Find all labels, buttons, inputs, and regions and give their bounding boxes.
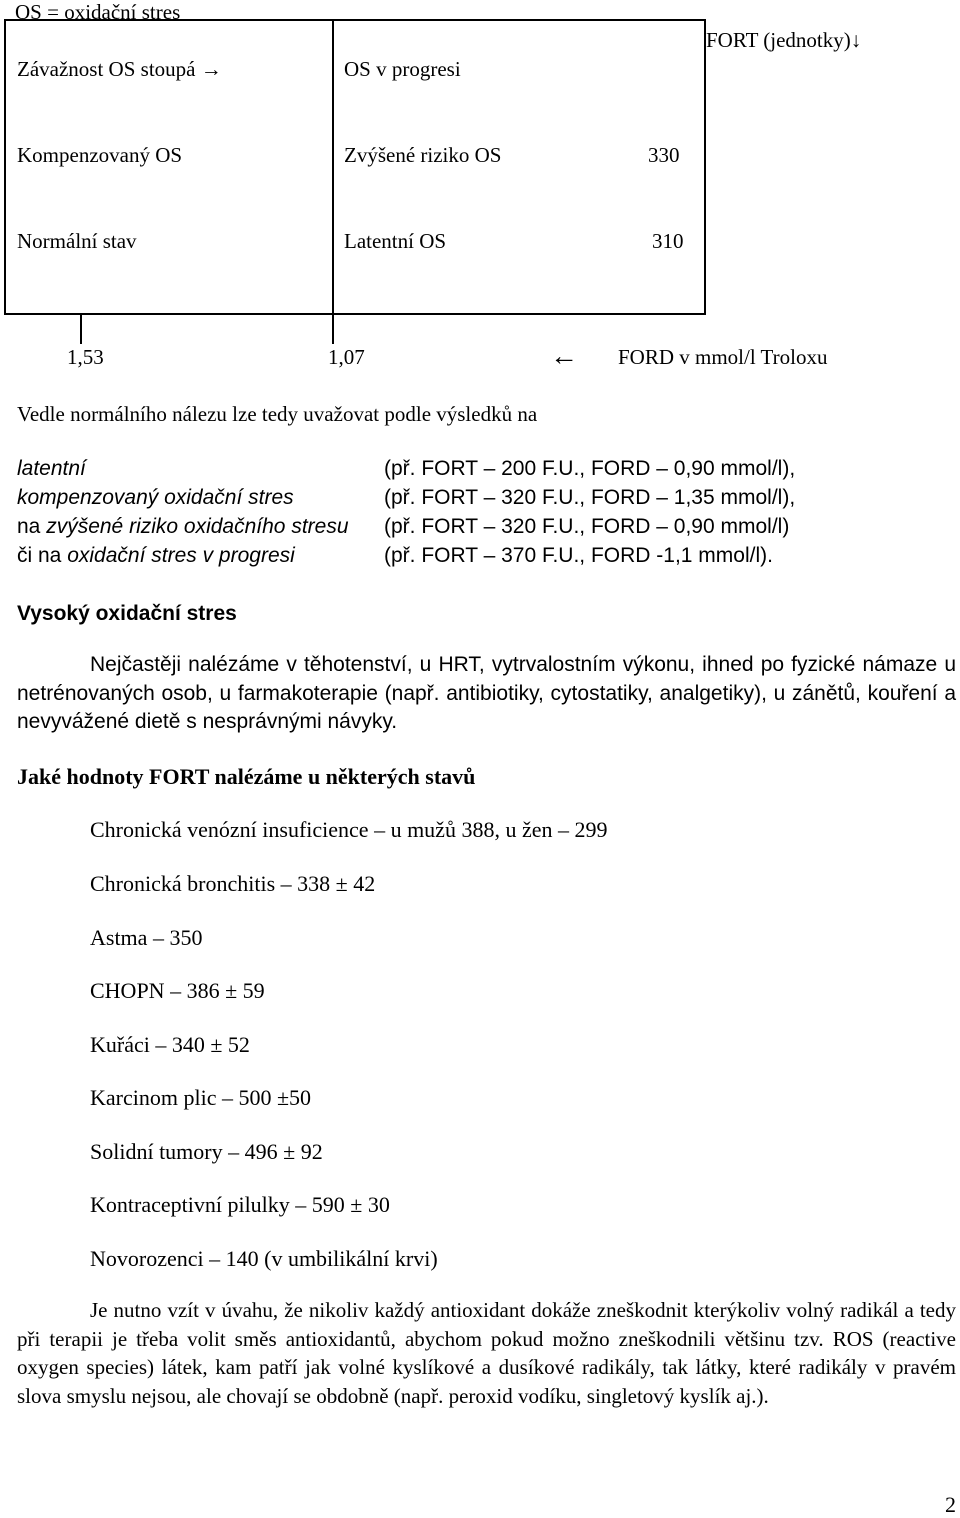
list-item: Chronická venózní insuficience – u mužů 388, u žen – 299 [90, 817, 608, 842]
progress-label: OS v progresi [344, 57, 461, 81]
result-term: či na oxidační stres v progresi [17, 544, 295, 567]
page-number: 2 [945, 1492, 956, 1517]
result-detail: (př. FORT – 320 F.U., FORD – 0,90 mmol/l) [384, 515, 790, 538]
list-item: Kuřáci – 340 ± 52 [90, 1032, 250, 1057]
list-item: Chronická bronchitis – 338 ± 42 [90, 871, 376, 896]
row-fort-value: 330 [648, 143, 680, 167]
left-arrow-icon: ← [550, 341, 578, 372]
result-term: na zvýšené riziko oxidačního stresu [17, 515, 349, 538]
result-detail: (př. FORT – 320 F.U., FORD – 1,35 mmol/l), [384, 486, 796, 509]
row-left-label: Kompenzovaný OS [17, 143, 183, 167]
intro-text: Vedle normálního nálezu lze tedy uvažovat podle výsledků na [17, 402, 538, 426]
fort-units-label: FORT (jednotky)↓ [706, 28, 862, 52]
list-item: Solidní tumory – 496 ± 92 [90, 1139, 323, 1164]
section-heading: Jaké hodnoty FORT nalézáme u některých stavů [17, 764, 476, 789]
ford-units-label: FORD v mmol/l Troloxu [618, 345, 828, 369]
list-item: CHOPN – 386 ± 59 [90, 978, 265, 1003]
result-term: kompenzovaný oxidační stres [17, 486, 294, 509]
result-detail: (př. FORT – 200 F.U., FORD – 0,90 mmol/l), [384, 457, 796, 480]
closing-paragraph: Je nutno vzít v úvahu, že nikoliv každý antioxidant dokáže zneškodnit kterýkoliv volný radikál a tedy při terapii je třeba volit směs antioxidantů, abychom pokud možno zneškodnili většinu tzv. ROS (reactive oxygen species) látek, kam patří jak volné kyslíkové a dusíkové radikály, tak látky, které radikály v pravém slova smyslu nejsou, ale chovají se obdobně (např. peroxid vodíku, singletový kyslík aj.). [17, 1298, 956, 1408]
result-term: latentní [17, 457, 86, 480]
row-left-label: Normální stav [17, 229, 137, 253]
result-detail: (př. FORT – 370 F.U., FORD -1,1 mmol/l). [384, 544, 773, 567]
ford-value: 1,07 [328, 345, 365, 369]
high-stress-paragraph: Nejčastěji nalézáme v těhotenství, u HRT, vytrvalostním výkonu, ihned po fyzické námaze u netrénovaných osob, u farmakoterapie (např. antibiotiky, cytostatiky, analgetiky), u zánětů, kouření a nevyvážené dietě s nesprávnými návyky. [17, 653, 956, 734]
section-heading: Vysoký oxidační stres [17, 602, 237, 625]
diagram-title: OS = oxidační stres [15, 0, 181, 24]
diagram-divider [332, 19, 334, 315]
list-item: Astma – 350 [90, 925, 203, 950]
ford-value: 1,53 [67, 345, 104, 369]
list-item: Karcinom plic – 500 ±50 [90, 1085, 312, 1110]
row-middle-label: Zvýšené riziko OS [344, 143, 502, 167]
ford-tick [80, 315, 82, 344]
list-item: Novorozenci – 140 (v umbilikální krvi) [90, 1246, 438, 1271]
list-item: Kontraceptivní pilulky – 590 ± 30 [90, 1192, 390, 1217]
row-fort-value: 310 [652, 229, 684, 253]
row-middle-label: Latentní OS [344, 229, 447, 253]
ford-tick [332, 315, 334, 344]
severity-label: Závažnost OS stoupá → [17, 57, 222, 81]
